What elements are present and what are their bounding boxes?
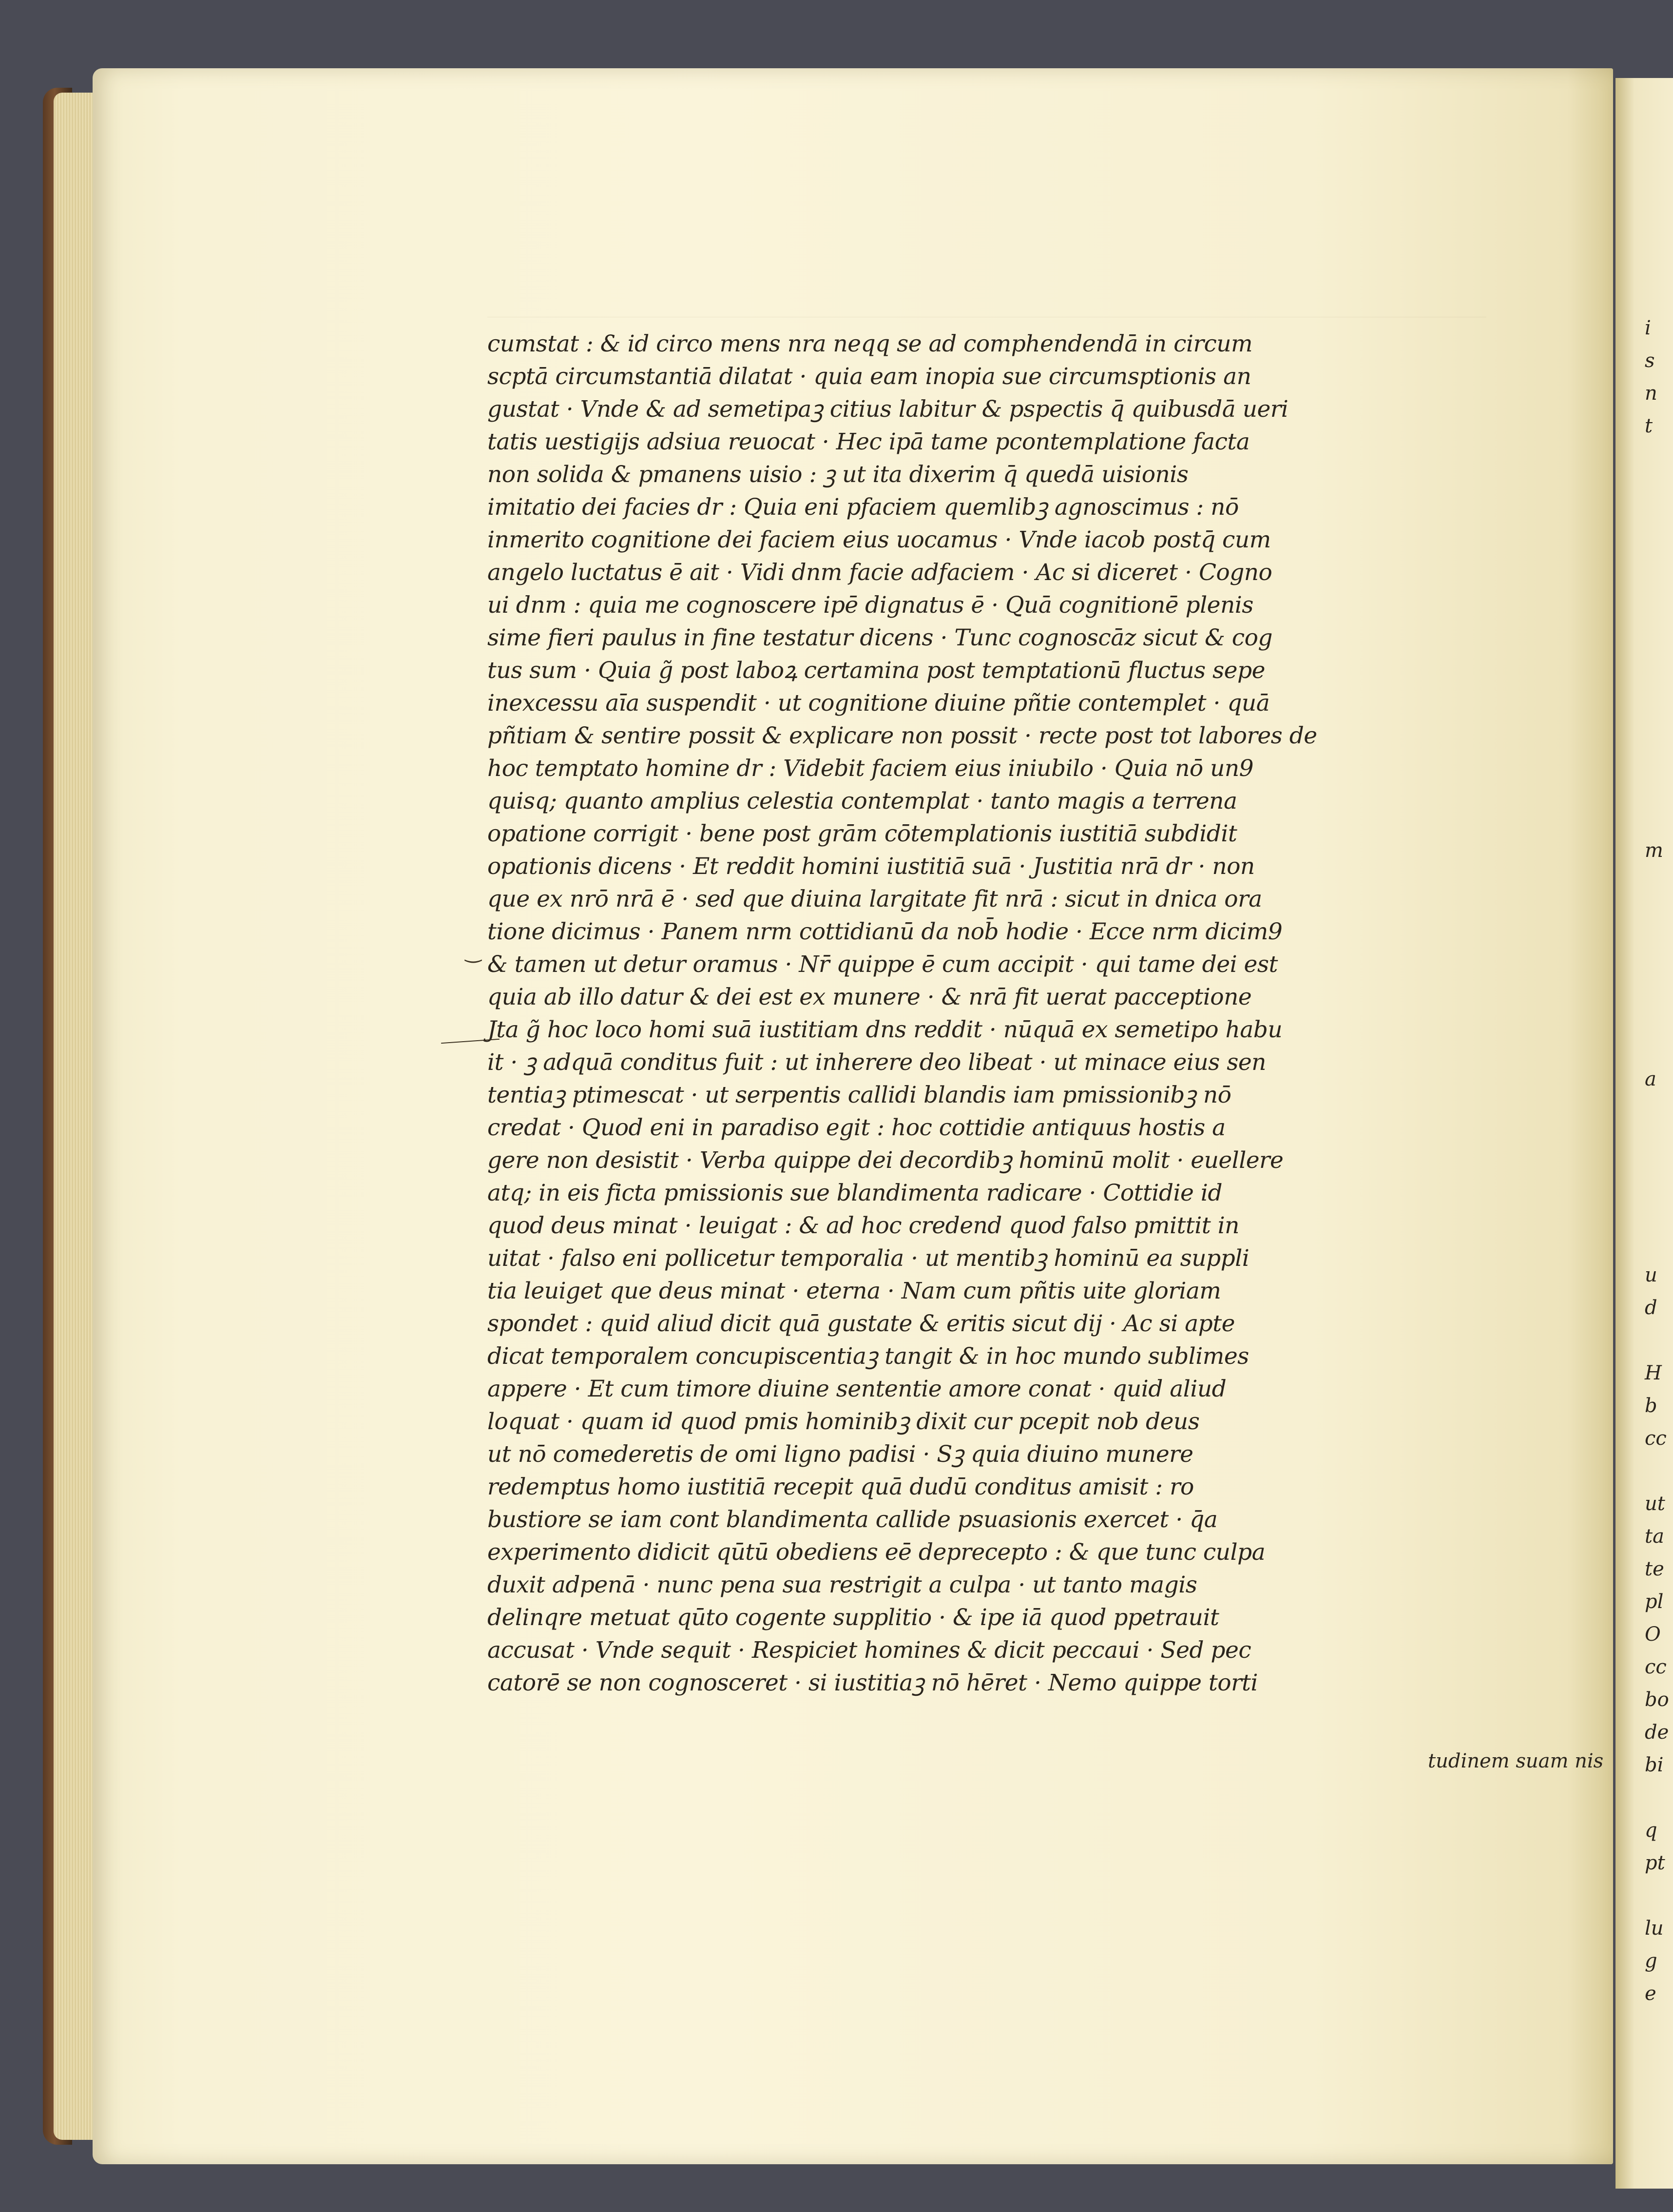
margin-fragment: ta (1645, 1525, 1664, 1548)
margin-fragment (1645, 475, 1669, 508)
text-line: sime fieri paulus in fine testatur dicens · Tunc cognoscāz sicut & cog (487, 624, 1272, 651)
margin-fragment: b (1645, 1395, 1657, 1417)
text-line: duxit adpenā · nunc pena sua restrigit a culpa · ut tanto magis (487, 1572, 1197, 1598)
text-line: uitat · falso eni pollicetur temporalia · ut mentibꝫ hominū ea suppli (487, 1245, 1250, 1272)
text-line: it · ꝫ adquā conditus fuit : ut inherere deo libeat · ut minace eius sen (487, 1049, 1266, 1076)
margin-fragment (1645, 998, 1669, 1030)
text-line: tentiaꝫ ptimescat · ut serpentis callidi blandis iam pmissionibꝫ nō (487, 1082, 1231, 1108)
text-line: quisq; quanto amplius celestia contemplat · tanto magis a terrena (487, 788, 1237, 815)
text-line: opatione corrigit · bene post grām cōtemplationis iustitiā subdidit (487, 820, 1237, 847)
margin-fragment (1645, 1880, 1669, 1912)
margin-fragment: g (1645, 1950, 1657, 1972)
margin-fragment: pl (1645, 1591, 1664, 1613)
text-line: cumstat : & id circo mens nra neqq se ad comphendendā in circum (487, 330, 1253, 357)
text-block (487, 328, 1486, 1699)
text-line: redemptus homo iustitiā recepit quā dudū conditus amisit : ro (487, 1474, 1194, 1500)
margin-fragment (1645, 1128, 1669, 1161)
margin-fragment: t (1645, 415, 1653, 437)
margin-fragment (1645, 737, 1669, 769)
margin-fragment: bi (1645, 1754, 1664, 1776)
margin-fragment (1645, 606, 1669, 639)
text-line: scptā circumstantiā dilatat · quia eam inopia sue circumsptionis an (487, 363, 1251, 390)
text-line: ui dnm : quia me cognoscere ipē dignatus ē · Quā cognitionē plenis (487, 592, 1253, 619)
margin-fragment: s (1645, 349, 1655, 372)
catchword: tudinem suam nis (1428, 1750, 1604, 1772)
margin-fragment (1645, 769, 1669, 802)
margin-fragment (1645, 900, 1669, 932)
text-line: pñtiam & sentire possit & explicare non possit · recte post tot labores de (487, 722, 1317, 749)
margin-fragment (1645, 1455, 1669, 1488)
margin-fragment: u (1645, 1264, 1657, 1286)
text-line: inexcessu aīa suspendit · ut cognitione diuine pñtie contemplet · quā (487, 690, 1270, 717)
margin-fragment (1645, 1782, 1669, 1814)
margin-fragment: m (1645, 839, 1663, 862)
text-line: atq; in eis ficta pmissionis sue blandimenta radicare · Cottidie id (487, 1180, 1222, 1206)
text-line: experimento didicit qūtū obediens eē deprecepto : & que tunc culpa (487, 1539, 1266, 1566)
margin-fragment (1645, 932, 1669, 965)
margin-fragment (1645, 704, 1669, 737)
text-line: gere non desistit · Verba quippe dei decordibꝫ hominū molit · euellere (487, 1147, 1284, 1174)
margin-fragment (1645, 1226, 1669, 1259)
text-line: Jta g̃ hoc loco homi suā iustitiam dns reddit · nūquā ex semetipo habu (487, 1016, 1283, 1043)
margin-fragment: O (1645, 1623, 1661, 1646)
margin-fragment: bo (1645, 1688, 1669, 1711)
text-line: accusat · Vnde sequit · Respiciet homines & dicit peccaui · Sed pec (487, 1637, 1251, 1664)
margin-fragment (1645, 1161, 1669, 1194)
margin-fragment: a (1645, 1068, 1656, 1090)
margin-fragment (1645, 1194, 1669, 1226)
text-line: tia leuiget que deus minat · eterna · Nam cum pñtis uite gloriam (487, 1278, 1221, 1304)
margin-fragment (1645, 867, 1669, 900)
text-line: catorē se non cognosceret · si iustitiaꝫ nō hēret · Nemo quippe torti (487, 1669, 1258, 1696)
text-line: spondet : quid aliud dicit quā gustate & eritis sicut dij · Ac si apte (487, 1310, 1235, 1337)
margin-fragment (1645, 1324, 1669, 1357)
margin-fragment (1645, 1030, 1669, 1063)
text-line: hoc temptato homine dr : Videbit faciem eius iniubilo · Quia nō un9 (487, 755, 1254, 782)
margin-fragment: i (1645, 317, 1651, 339)
margin-fragment: n (1645, 382, 1657, 405)
text-line: & tamen ut detur oramus · Nr̄ quippe ē cum accipit · qui tame dei est (487, 951, 1278, 978)
text-line: non solida & pmanens uisio : ꝫ ut ita dixerim q̄ quedā uisionis (487, 461, 1189, 488)
text-line: angelo luctatus ē ait · Vidi dnm facie adfaciem · Ac si diceret · Cogno (487, 559, 1272, 586)
text-line: tus sum · Quia g̃ post laboꝝ certamina post temptationū fluctus sepe (487, 657, 1265, 684)
margin-fragment (1645, 639, 1669, 671)
text-line: dicat temporalem concupiscentiaꝫ tangit & in hoc mundo sublimes (487, 1343, 1249, 1370)
margin-fragment: cc (1645, 1656, 1667, 1678)
margin-fragment: q (1645, 1819, 1657, 1842)
text-line: opationis dicens · Et reddit homini iustitiā suā · Justitia nrā dr · non (487, 853, 1255, 880)
margin-fragment: pt (1645, 1852, 1665, 1874)
margin-fragment: te (1645, 1558, 1664, 1580)
margin-fragment: lu (1645, 1917, 1664, 1940)
margin-fragment (1645, 965, 1669, 998)
margin-fragment: d (1645, 1297, 1657, 1319)
margin-fragment: de (1645, 1721, 1669, 1744)
margin-fragment (1645, 671, 1669, 704)
margin-fragment: e (1645, 1982, 1656, 2005)
text-line: quod deus minat · leuigat : & ad hoc credend quod falso pmittit in (487, 1212, 1239, 1239)
margin-fragment (1645, 802, 1669, 834)
margin-fragment: cc (1645, 1427, 1667, 1450)
text-line: gustat · Vnde & ad semetipaꝫ citius labitur & pspectis q̄ quibusdā ueri (487, 396, 1288, 423)
margin-fragment (1645, 573, 1669, 606)
text-line: inmerito cognitione dei faciem eius uocamus · Vnde iacob postq̄ cum (487, 526, 1271, 553)
text-line: imitatio dei facies dr : Quia eni pfaciem quemlibꝫ agnoscimus : nō (487, 494, 1239, 521)
text-line: loquat · quam id quod pmis hominibꝫ dixit cur pcepit nob deus (487, 1408, 1200, 1435)
text-line: appere · Et cum timore diuine sententie amore conat · quid aliud (487, 1376, 1227, 1402)
text-line: tatis uestigijs adsiua reuocat · Hec ipā tame pcontemplatione facta (487, 428, 1250, 455)
text-line: delinqre metuat qūto cogente supplitio · & ipe iā quod ppetrauit (487, 1604, 1219, 1631)
facing-page-margin-text (1645, 312, 1669, 2010)
text-line: tione dicimus · Panem nrm cottidianū da nob̄ hodie · Ecce nrm dicim9 (487, 918, 1283, 945)
text-line: que ex nrō nrā ē · sed que diuina largitate fit nrā : sicut in dnica ora (487, 886, 1262, 912)
text-line: bustiore se iam cont blandimenta callide psuasionis exercet · q̄a (487, 1506, 1218, 1533)
margin-fragment: ut (1645, 1493, 1665, 1515)
margin-fragment: H (1645, 1362, 1662, 1384)
margin-fragment (1645, 443, 1669, 475)
margin-fragment (1645, 508, 1669, 541)
text-line: credat · Quod eni in paradiso egit : hoc cottidie antiquus hostis a (487, 1114, 1226, 1141)
text-line: ut nō comederetis de omi ligno padisi · Sꝫ quia diuino munere (487, 1441, 1193, 1468)
text-line: quia ab illo datur & dei est ex munere · & nrā fit uerat pacceptione (487, 984, 1252, 1010)
margin-fragment (1645, 541, 1669, 573)
margin-fragment (1645, 1096, 1669, 1128)
margin-mark: ‿ (465, 941, 481, 963)
